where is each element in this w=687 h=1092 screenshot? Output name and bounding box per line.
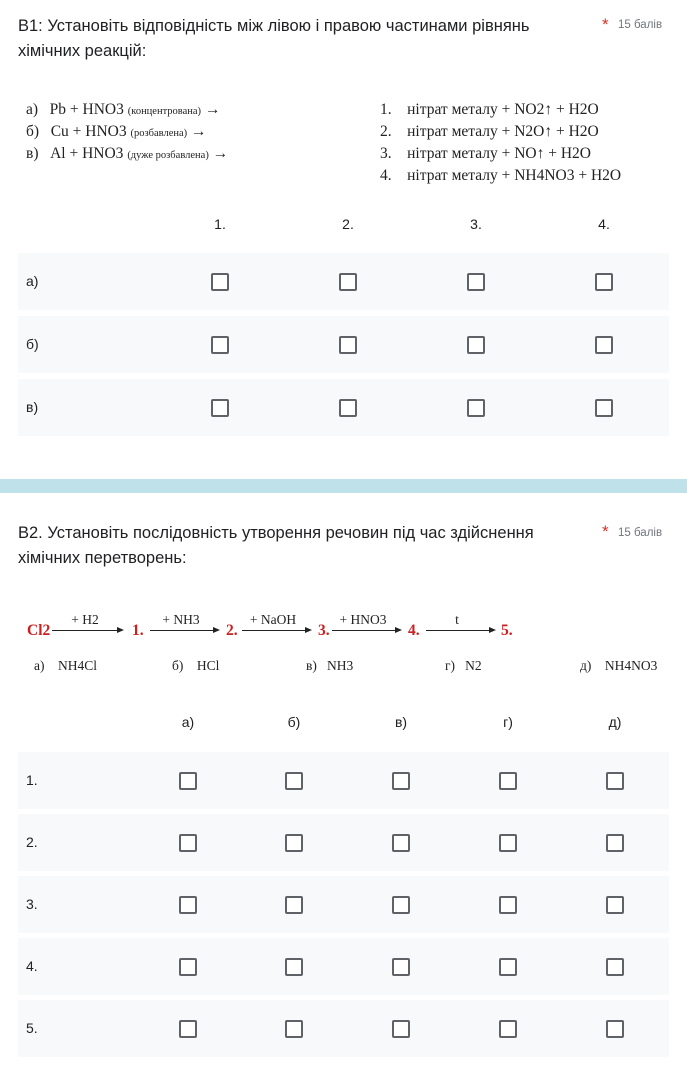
q2-3-d-checkbox[interactable] [499, 896, 517, 914]
q1-a-1-checkbox[interactable] [211, 273, 229, 291]
q2-1-c-checkbox[interactable] [392, 772, 410, 790]
q1-left-item-c [26, 145, 228, 163]
scheme-target-1: 1. [132, 622, 144, 639]
q2-4-b-checkbox[interactable] [285, 958, 303, 976]
option-label: г) [445, 658, 456, 673]
scheme-reagent-5: t [455, 612, 459, 627]
q2-4-a-checkbox[interactable] [179, 958, 197, 976]
q2-3-b-checkbox[interactable] [285, 896, 303, 914]
q2-3-c-checkbox[interactable] [392, 896, 410, 914]
scheme-target-3: 3. [318, 622, 330, 639]
arrow-icon: → [212, 145, 229, 162]
q2-1-e-checkbox[interactable] [606, 772, 624, 790]
scheme-target-2: 2. [226, 622, 238, 639]
arrow-head-icon [395, 627, 402, 633]
q2-points: 15 балів [618, 527, 663, 539]
item-formula: Pb + HNO3 [49, 101, 124, 118]
option-formula: NH3 [327, 658, 354, 673]
q2-2-a-checkbox[interactable] [179, 834, 197, 852]
scheme-reagent-4: + HNO3 [339, 612, 387, 627]
q2-2-e-checkbox[interactable] [606, 834, 624, 852]
row-label: а) [26, 273, 39, 289]
q1-a-4-checkbox[interactable] [595, 273, 613, 291]
scheme-arrow-1 [52, 630, 118, 631]
option-formula: N2 [465, 658, 482, 673]
scheme-arrow-2 [150, 630, 214, 631]
q1-right-item-1 [380, 101, 599, 119]
row-label: 2. [26, 834, 38, 850]
scheme-arrow-5 [426, 630, 490, 631]
q2-option-a [34, 658, 97, 674]
q1-points: 15 балів [618, 19, 663, 31]
item-note: (розбавлена) [130, 128, 188, 139]
q1-grid-row-c [18, 379, 669, 436]
q2-option-d [445, 658, 482, 674]
q2-5-b-checkbox[interactable] [285, 1020, 303, 1038]
row-label: 4. [26, 958, 38, 974]
q2-5-a-checkbox[interactable] [179, 1020, 197, 1038]
q1-right-item-4 [380, 167, 621, 185]
q1-col-header-1: 1. [214, 216, 226, 232]
q2-5-d-checkbox[interactable] [499, 1020, 517, 1038]
q1-c-2-checkbox[interactable] [339, 399, 357, 417]
arrow-head-icon [117, 627, 124, 633]
q1-col-header-3: 3. [470, 216, 482, 232]
q1-left-item-a [26, 101, 220, 119]
item-number: 2. [380, 123, 392, 140]
q1-c-3-checkbox[interactable] [467, 399, 485, 417]
option-formula: NH4Cl [58, 658, 98, 673]
q2-option-b [172, 658, 219, 674]
option-label: в) [306, 658, 317, 673]
arrow-head-icon [305, 627, 312, 633]
item-text: нітрат металу + NO↑ + H2O [407, 145, 591, 162]
arrow-head-icon [213, 627, 220, 633]
row-label: б) [26, 336, 39, 352]
q1-required-mark: * [602, 15, 609, 34]
item-text: нітрат металу + N2O↑ + H2O [407, 123, 599, 140]
q1-right-item-3 [380, 145, 591, 163]
q1-a-2-checkbox[interactable] [339, 273, 357, 291]
q2-2-d-checkbox[interactable] [499, 834, 517, 852]
q1-c-4-checkbox[interactable] [595, 399, 613, 417]
q2-grid-row-4 [18, 938, 669, 995]
option-formula: NH4NO3 [604, 658, 658, 673]
item-label: в) [26, 145, 39, 162]
q1-title: В1: Установіть відповідність між лівою і правою частинами рівнянь хімічних реакцій: [18, 17, 530, 60]
item-number: 3. [380, 145, 392, 162]
q1-left-item-b [26, 123, 207, 141]
q2-grid-row-3 [18, 876, 669, 933]
scheme-start: Cl2 [27, 622, 51, 639]
scheme-target-5: 5. [501, 622, 513, 639]
q1-b-2-checkbox[interactable] [339, 336, 357, 354]
scheme-target-4: 4. [408, 622, 420, 639]
q2-grid-row-2 [18, 814, 669, 871]
q1-b-4-checkbox[interactable] [595, 336, 613, 354]
item-note: (концентрована) [127, 106, 202, 117]
item-formula: Al + HNO3 [50, 145, 124, 162]
row-label: в) [26, 399, 39, 415]
scheme-reagent-2: + NH3 [162, 612, 200, 627]
arrow-icon: → [191, 123, 207, 140]
item-number: 1. [380, 101, 392, 118]
q2-3-a-checkbox[interactable] [179, 896, 197, 914]
q2-2-c-checkbox[interactable] [392, 834, 410, 852]
scheme-arrow-3 [242, 630, 306, 631]
q2-4-c-checkbox[interactable] [392, 958, 410, 976]
q1-right-item-2 [380, 123, 599, 141]
item-note: (дуже розбавлена) [127, 150, 209, 161]
q1-grid-row-b [18, 316, 669, 373]
q2-col-header-d: г) [503, 714, 513, 730]
q1-b-1-checkbox[interactable] [211, 336, 229, 354]
q2-required-mark: * [602, 522, 609, 541]
q1-c-1-checkbox[interactable] [211, 399, 229, 417]
q2-1-d-checkbox[interactable] [499, 772, 517, 790]
q1-col-header-4: 4. [598, 216, 610, 232]
q2-col-header-c: в) [394, 714, 408, 730]
q2-option-c [306, 658, 353, 674]
section-divider [0, 479, 687, 493]
q2-grid-row-1 [18, 752, 669, 809]
q1-col-header-2: 2. [342, 216, 354, 232]
q2-title: В2. Установіть послідовність утворення речовин під час здійснення хімічних перетворень: [18, 524, 534, 567]
q2-col-header-e: д) [608, 714, 622, 730]
scheme-reagent-1: + H2 [71, 612, 99, 627]
row-label: 3. [26, 896, 38, 912]
q2-2-b-checkbox[interactable] [285, 834, 303, 852]
option-label: а) [34, 658, 45, 673]
option-label: д) [580, 658, 592, 673]
row-label: 5. [26, 1020, 38, 1036]
q1-grid-row-a [18, 253, 669, 310]
q2-1-a-checkbox[interactable] [179, 772, 197, 790]
q2-option-e [580, 658, 657, 674]
q1-a-3-checkbox[interactable] [467, 273, 485, 291]
q2-1-b-checkbox[interactable] [285, 772, 303, 790]
q2-4-d-checkbox[interactable] [499, 958, 517, 976]
arrow-icon: → [204, 101, 221, 118]
scheme-reagent-3: + NaOH [249, 612, 297, 627]
item-label: а) [26, 101, 39, 118]
q2-4-e-checkbox[interactable] [606, 958, 624, 976]
item-text: нітрат металу + NO2↑ + H2O [407, 101, 599, 118]
item-text: нітрат металу + NH4NO3 + H2O [407, 167, 622, 184]
item-number: 4. [380, 167, 392, 184]
option-formula: HCl [196, 658, 220, 673]
item-formula: Cu + HNO3 [50, 123, 127, 140]
scheme-arrow-4 [332, 630, 396, 631]
q2-3-e-checkbox[interactable] [606, 896, 624, 914]
row-label: 1. [26, 772, 38, 788]
q2-5-e-checkbox[interactable] [606, 1020, 624, 1038]
q2-5-c-checkbox[interactable] [392, 1020, 410, 1038]
q2-grid-row-5 [18, 1000, 669, 1057]
q2-col-header-a: а) [181, 714, 195, 730]
option-label: б) [172, 658, 184, 673]
q1-b-3-checkbox[interactable] [467, 336, 485, 354]
q2-col-header-b: б) [287, 714, 301, 730]
arrow-head-icon [489, 627, 496, 633]
item-label: б) [26, 123, 40, 140]
